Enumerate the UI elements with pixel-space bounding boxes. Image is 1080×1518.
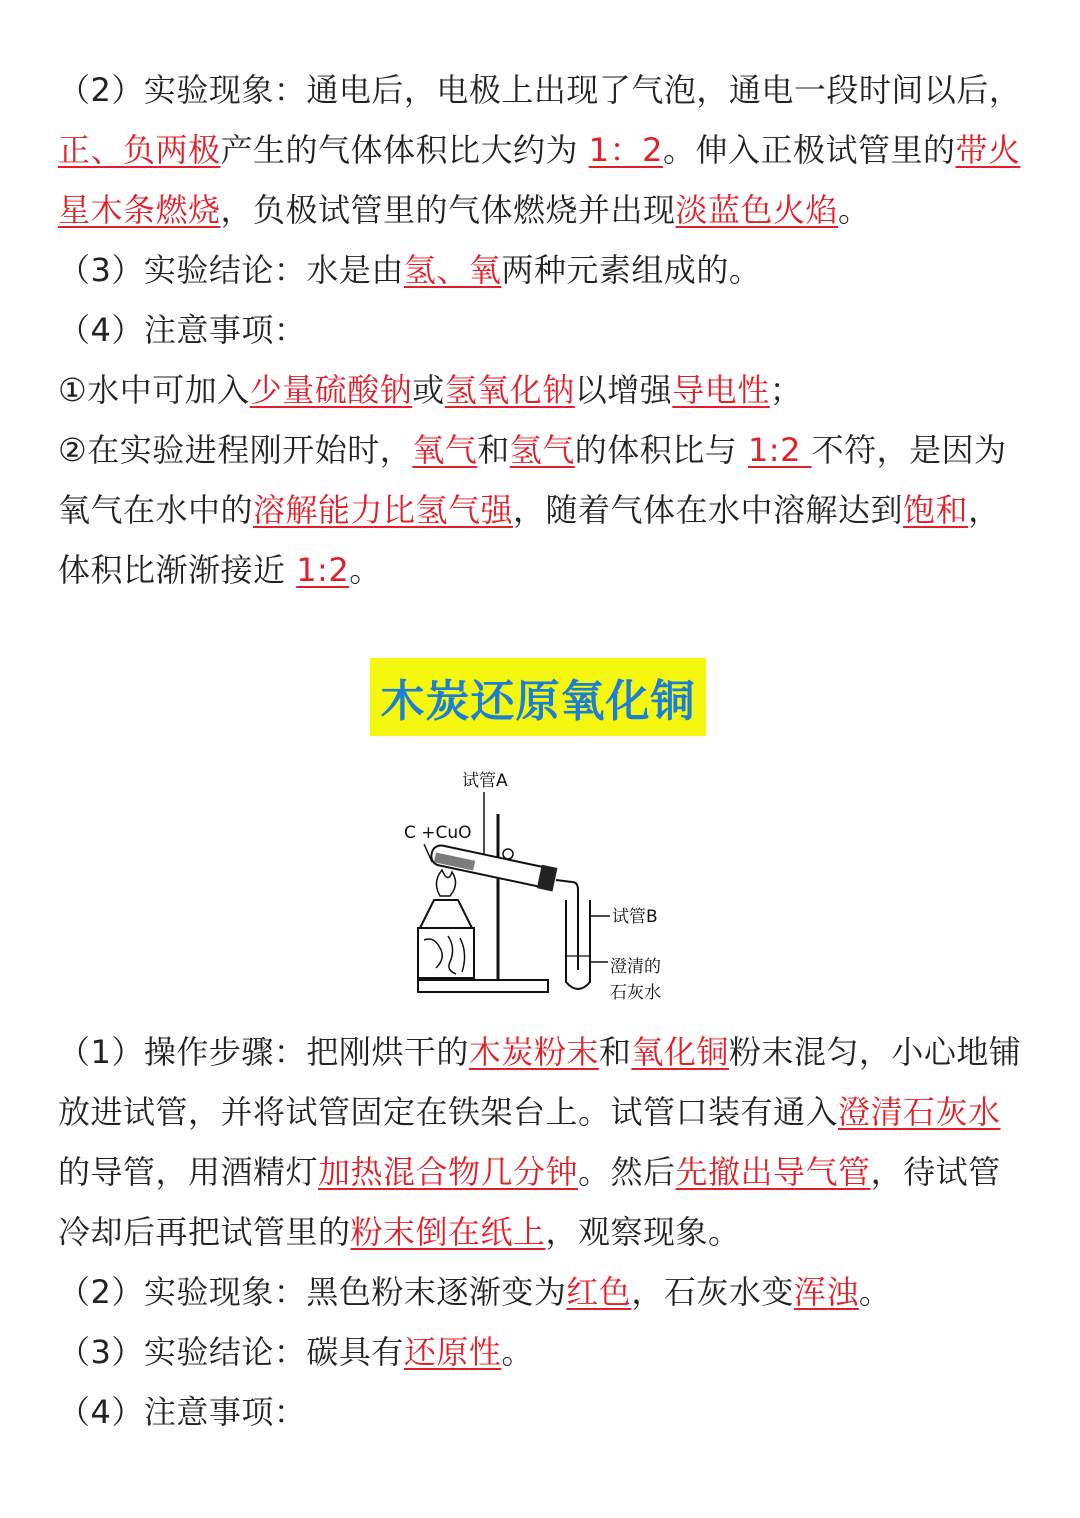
answer-blank: 溶解能力比氢气强 [253,491,514,529]
answer-blank: 星木条燃烧 [58,191,221,229]
note-1-line [58,360,1033,420]
text: ②在实验进程刚开始时， [58,431,413,469]
lamp-cap [420,900,472,928]
steps-line-1 [58,1022,1033,1082]
text: 。 [838,191,871,229]
text: （3）实验结论：水是由 [58,251,404,289]
text: ， [968,491,1001,529]
steps-line-2 [58,1082,1033,1142]
text: （4）注意事项： [58,1393,307,1431]
section-title: 木炭还原氧化铜 [380,676,696,727]
answer-blank: 少量硫酸钠 [249,371,413,409]
text: 放进试管，并将试管固定在铁架台上。试管口装有通入 [58,1093,839,1131]
answer-blank: 淡蓝色火焰 [675,191,839,229]
lamp-body [418,928,474,978]
text: ①水中可加入 [58,371,250,409]
text: 。 [349,551,382,589]
text: （4）注意事项： [58,311,307,349]
answer-blank: 1：2 [588,131,663,169]
label-limewater-1: 澄清的 [610,957,661,977]
answer-blank: 1:2 [296,551,350,589]
text: 。 [858,1273,892,1311]
answer-blank: 氢氧化钠 [444,371,575,409]
text: 的体积比与 [574,431,748,469]
answer-blank: 粉末倒在纸上 [350,1213,546,1251]
text: 冷却后再把试管里的 [58,1213,351,1251]
note-2-line-3 [58,540,1033,600]
steps-line-4 [58,1202,1033,1262]
answer-blank: 氢气 [509,431,575,469]
answer-blank: 饱和 [903,491,969,529]
text: 或 [412,371,445,409]
answer-blank: 红色 [566,1273,632,1311]
text: ，负极试管里的气体燃烧并出现 [220,191,676,229]
section-title-box [370,658,706,736]
text: （2）实验现象：通电后，电极上出现了气泡，通电一段时间以后， [58,71,1022,109]
note-2-line-2 [58,480,1033,540]
text: 。 [501,1333,534,1371]
text: （2）实验现象：黑色粉末逐渐变为 [58,1273,567,1311]
text: 氧气在水中的 [58,491,254,529]
text: ，待试管 [870,1153,1001,1191]
phenomenon-2-line [58,1262,1033,1322]
answer-blank: 木炭粉末 [468,1033,599,1071]
stand-base [418,980,548,992]
text: 两种元素组成的。 [501,251,762,289]
steps-line-3 [58,1142,1033,1202]
notes-heading [58,300,1033,360]
conclusion-2-line [58,1322,1033,1382]
text: ； [769,371,803,409]
answer-blank: 浑浊 [793,1273,859,1311]
answer-blank: 氧气 [412,431,478,469]
answer-blank: 氧化铜 [631,1033,729,1071]
phenomenon-line-1 [58,60,1033,120]
answer-blank: 带火 [955,131,1021,169]
answer-blank: 导电性 [672,371,770,409]
label-limewater-2: 石灰水 [610,983,661,1003]
text: ，石灰水变 [631,1273,794,1311]
text: 以增强 [574,371,673,409]
phenomenon-line-2 [58,120,1033,180]
answer-blank: 加热混合物几分钟 [318,1153,579,1191]
text: 体积比渐渐接近 [58,551,297,589]
answer-blank: 澄清石灰水 [838,1093,1001,1131]
label-tube-b: 试管B [612,907,658,927]
text: 。然后 [578,1153,676,1191]
answer-blank: 还原性 [403,1333,502,1371]
apparatus-diagram [390,758,690,1008]
notes-2-heading [58,1382,1033,1442]
flame [436,870,455,896]
text: 不符，是因为 [811,431,1007,469]
label-reagent: C +CuO [404,823,472,843]
text: 和 [598,1033,632,1071]
text: ，随着气体在水中溶解达到 [513,491,904,529]
clamp-screw [503,849,513,859]
text: 粉末混匀，小心地铺 [728,1033,1022,1071]
conclusion-line [58,240,1033,300]
text: 和 [477,431,510,469]
note-2-line-1 [58,420,1033,480]
answer-blank: 1:2 [747,431,812,469]
text: ，观察现象。 [545,1213,741,1251]
text: 。伸入正极试管里的 [662,131,956,169]
text: （3）实验结论：碳具有 [58,1333,404,1371]
text: 的导管，用酒精灯 [58,1153,319,1191]
answer-blank: 正、负两极 [58,131,221,169]
answer-blank: 先撤出导气管 [675,1153,871,1191]
phenomenon-line-3 [58,180,1033,240]
label-tube-a: 试管A [462,771,508,791]
text: 产生的气体体积比大约为 [220,131,589,169]
text: （1）操作步骤：把刚烘干的 [58,1033,469,1071]
answer-blank: 氢、氧 [403,251,502,289]
